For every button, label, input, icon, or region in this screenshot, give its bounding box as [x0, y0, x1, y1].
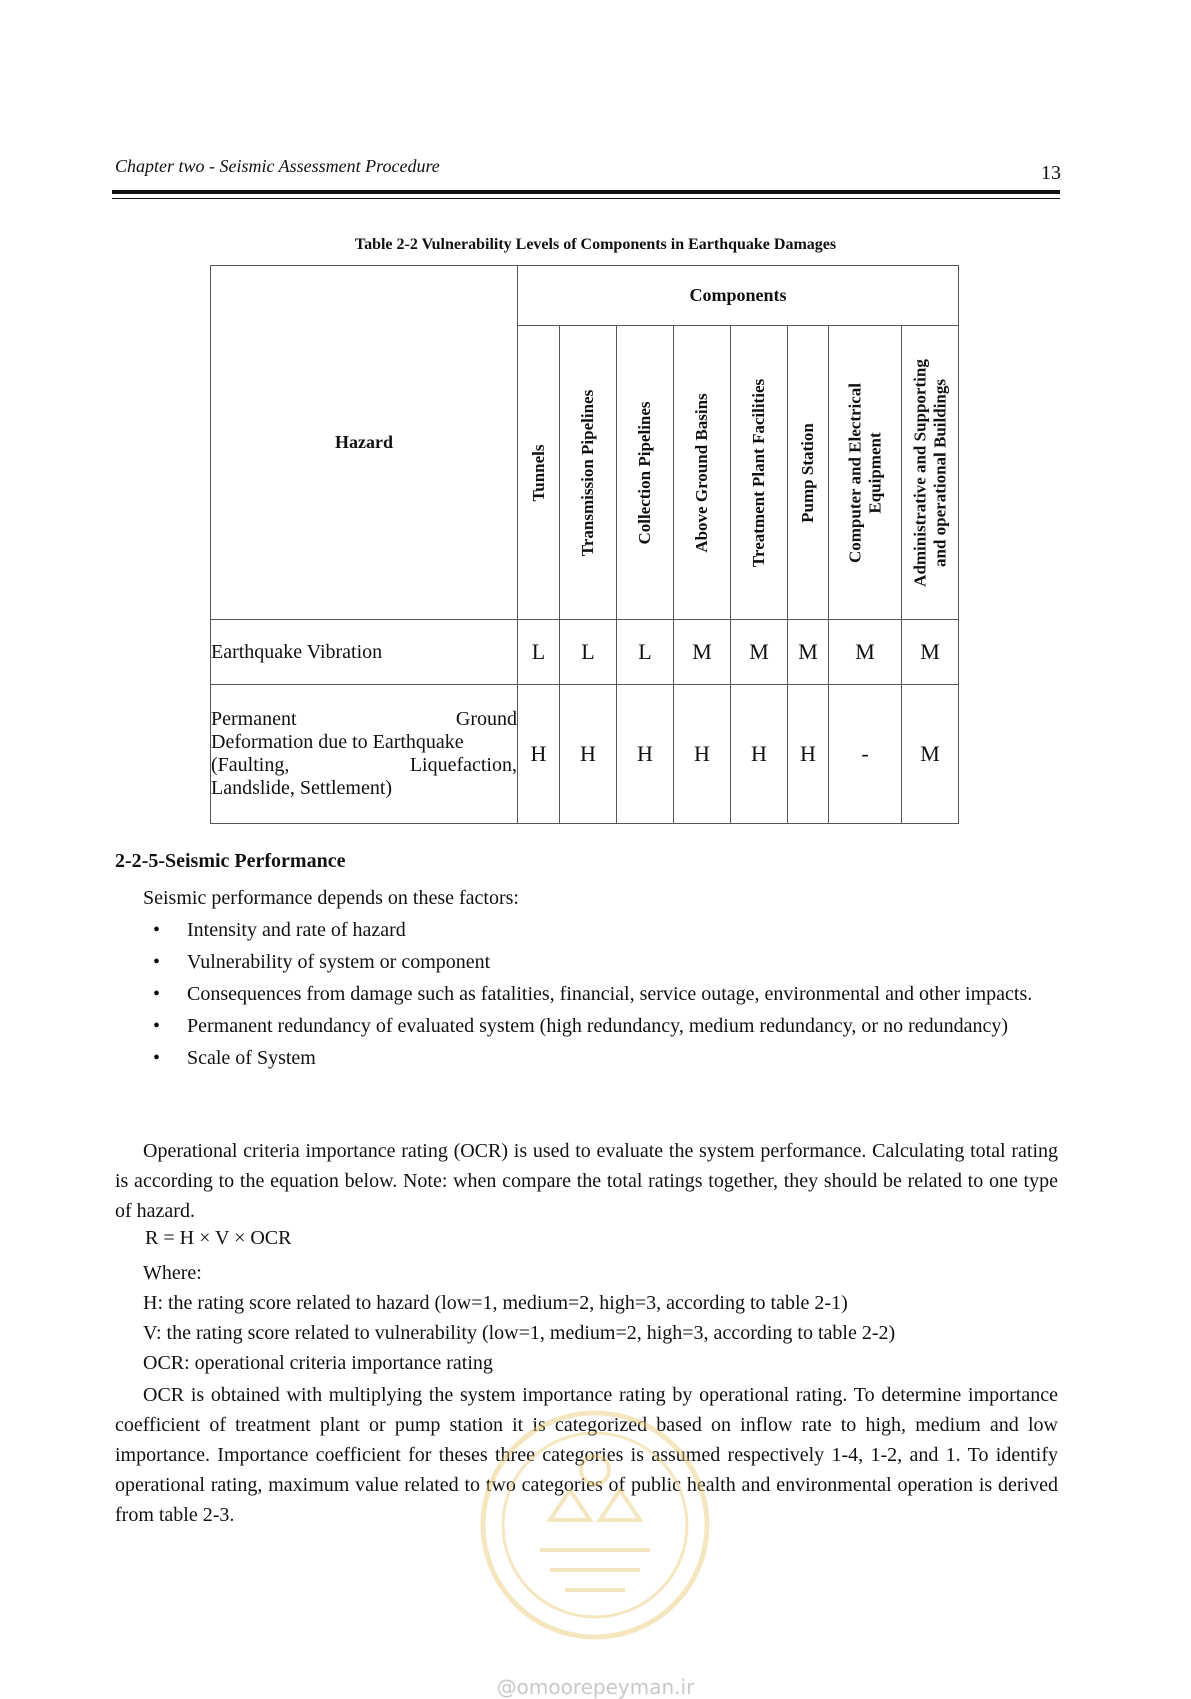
paragraph: Operational criteria importance rating (OCR) is used to evaluate the system performance. Calculating total rating is according to the equation below. Note: when compare the total ratings together, they should be related to one type of hazard. [115, 1140, 1058, 1222]
vulnerability-cell: H [788, 685, 829, 824]
bullet-icon: • [153, 1015, 161, 1037]
watermark-text: @omoorepeyman.ir [496, 1675, 695, 1699]
list-item: • Vulnerability of system or component [143, 947, 1058, 977]
seal-logo-icon [470, 1400, 720, 1650]
vulnerability-cell: M [788, 620, 829, 685]
intro-text: Seismic performance depends on these factors: [143, 887, 519, 909]
list-item: • Permanent redundancy of evaluated system (high redundancy, medium redundancy, or no redundancy) [143, 1011, 1058, 1041]
hazard-cell: Earthquake Vibration [211, 620, 518, 685]
vulnerability-cell: M [902, 620, 959, 685]
paragraph: OCR is obtained with multiplying the system importance rating by operational rating. To determine importance coefficient of treatment plant or pump station it is categorized based on inflow rate to high, medium and low importance. Importance coefficient for theses three categories is assumed respectively 1-4, 1-2, and 1. To identify operational rating, maximum value related to two categories of public health and environmental operation is derived from table 2-3. [115, 1384, 1058, 1526]
bullet-icon: • [153, 951, 161, 973]
formula: R = H × V × OCR [145, 1227, 292, 1249]
vulnerability-cell: L [518, 620, 560, 685]
definitions [143, 1258, 895, 1378]
vulnerability-cell: M [731, 620, 788, 685]
vulnerability-cell: M [902, 685, 959, 824]
component-header: Pump Station [788, 326, 829, 620]
vulnerability-cell: - [829, 685, 902, 824]
section-heading: 2-2-5-Seismic Performance [115, 850, 346, 872]
definition-item: V: the rating score related to vulnerability (low=1, medium=2, high=3, according to table 2-2) [143, 1322, 896, 1344]
vulnerability-cell: H [674, 685, 731, 824]
component-header: Tunnels [518, 326, 560, 620]
vulnerability-cell: H [731, 685, 788, 824]
table-row [211, 620, 959, 685]
component-header: Treatment Plant Facilities [731, 326, 788, 620]
list-item: • Intensity and rate of hazard [143, 915, 1058, 945]
vulnerability-cell: M [829, 620, 902, 685]
header-rule-thick [112, 190, 1060, 194]
page-number: 13 [1041, 162, 1061, 184]
definition-item: H: the rating score related to hazard (low=1, medium=2, high=3, according to table 2-1) [143, 1292, 848, 1314]
component-header: Administrative and Supporting and operational Buildings [902, 326, 959, 620]
bullet-icon: • [153, 919, 161, 941]
component-header: Collection Pipelines [617, 326, 674, 620]
vulnerability-cell: M [674, 620, 731, 685]
bullet-icon: • [153, 1047, 161, 1069]
vulnerability-cell: L [617, 620, 674, 685]
factors-list [143, 915, 1058, 1075]
table-row [211, 685, 959, 824]
component-header: Above Ground Basins [674, 326, 731, 620]
definition-item: OCR: operational criteria importance rating [143, 1352, 493, 1374]
component-header: Computer and Electrical Equipment [829, 326, 902, 620]
hazard-header: Hazard [211, 266, 518, 620]
hazard-line-justified: (Faulting, Liquefaction, [211, 754, 517, 776]
chapter-title: Chapter two - Seismic Assessment Procedure [115, 156, 440, 176]
where-label: Where: [143, 1262, 202, 1284]
vulnerability-cell: H [518, 685, 560, 824]
vulnerability-cell: L [560, 620, 617, 685]
vulnerability-table [210, 265, 959, 824]
bullet-icon: • [153, 983, 161, 1005]
vulnerability-cell: H [617, 685, 674, 824]
components-header: Components [518, 266, 959, 326]
list-item: • Scale of System [143, 1043, 1058, 1073]
list-item: • Consequences from damage such as fatalities, financial, service outage, environmental and other impacts. [143, 979, 1058, 1009]
hazard-cell: Permanent Ground Deformation due to Earthquake (Faulting, Liquefaction, Landslide, Settlement) [211, 685, 518, 824]
hazard-line-justified: Permanent Ground [211, 708, 517, 730]
table-caption: Table 2-2 Vulnerability Levels of Components in Earthquake Damages [354, 236, 837, 253]
vulnerability-cell: H [560, 685, 617, 824]
header-rule-thin [112, 198, 1060, 199]
component-header: Transmission Pipelines [560, 326, 617, 620]
